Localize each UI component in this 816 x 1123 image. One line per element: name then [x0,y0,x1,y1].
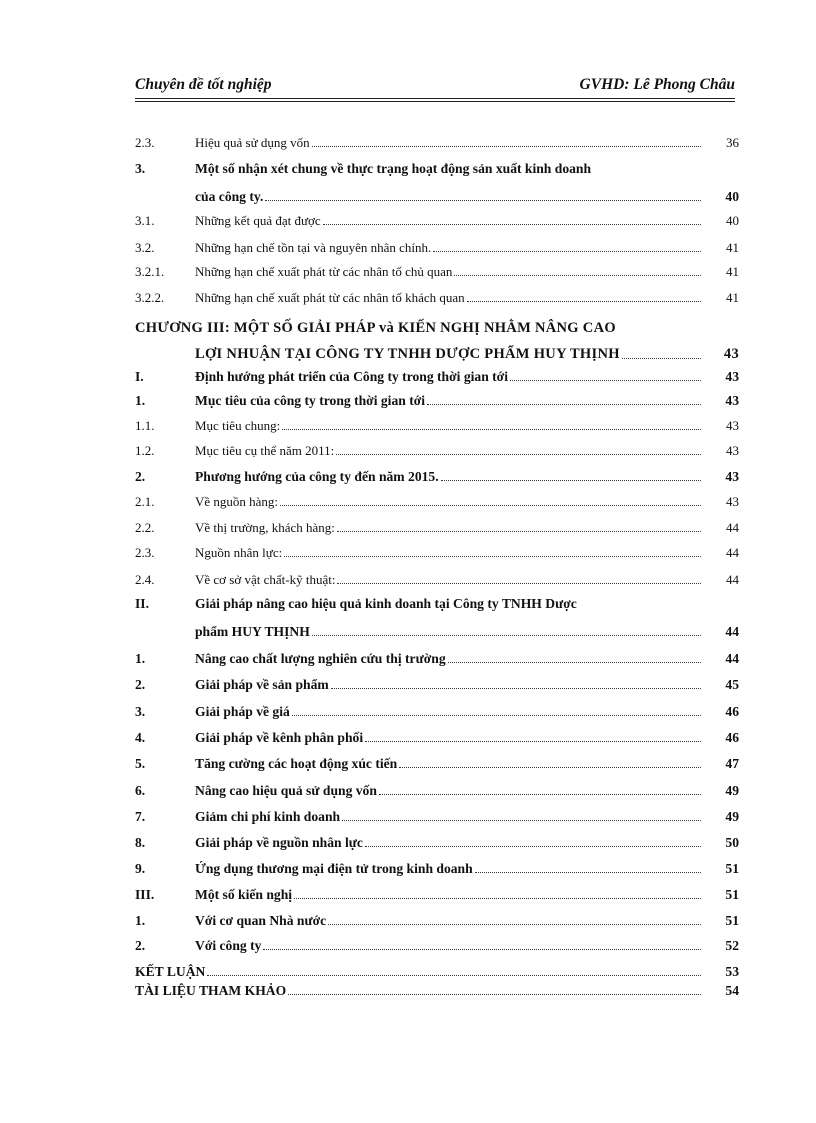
toc-entry-page: 44 [725,624,739,639]
toc-entry[interactable] [135,393,741,413]
toc-entry-title: Về cơ sở vật chất-kỹ thuật: [195,572,336,587]
toc-entry[interactable] [135,983,741,1003]
dot-leader [433,251,701,252]
toc-entry-title: Hiệu quả sử dụng vốn [195,135,310,150]
toc-entry-page: 53 [725,964,739,979]
toc-entry-page: 50 [725,835,739,850]
toc-entry-number: 2.2. [135,520,155,535]
dot-leader [622,358,701,359]
toc-entry-page: 43 [725,393,739,408]
toc-entry-title: KẾT LUẬN [135,964,206,979]
toc-entry-title: Định hướng phát triển của Công ty trong thời gian tới [195,369,508,384]
toc-entry-page: 44 [726,572,739,587]
toc-entry[interactable] [135,677,741,697]
dot-leader [312,635,701,636]
toc-entry[interactable] [135,369,741,389]
toc-entry-number: 9. [135,861,146,876]
toc-entry[interactable] [135,730,741,750]
toc-entry-number: 1. [135,913,146,928]
dot-leader [337,531,701,532]
toc-entry-number: 3.2.2. [135,290,165,305]
toc-entry-title: Những hạn chế tồn tại và nguyên nhân chính. [195,240,432,255]
toc-entry-page: 41 [726,290,739,305]
toc-entry[interactable] [135,161,741,181]
toc-entry-page: 54 [725,983,739,998]
toc-entry[interactable] [135,783,741,803]
toc-entry-page: 41 [726,264,739,279]
advisor-label: GVHD: Lê Phong Châu [579,76,735,93]
toc-entry-number: 3. [135,704,146,719]
toc-entry-number: 2.4. [135,572,155,587]
toc-entry-title: Một số nhận xét chung về thực trạng hoạt động sản xuất kinh doanh [195,161,592,176]
toc-entry-title: Giải pháp về sản phẩm [195,677,329,692]
dot-leader [510,380,701,381]
toc-entry-title: Những kết quả đạt được [195,213,321,228]
dot-leader [265,200,701,201]
toc-entry[interactable] [135,240,741,260]
table-of-contents [135,0,741,1123]
toc-entry-title: Một số kiến nghị [195,887,293,902]
toc-entry-number: 7. [135,809,146,824]
toc-entry-page: 47 [725,756,739,771]
toc-entry-number: 2. [135,469,146,484]
toc-entry-page: 52 [725,938,739,953]
toc-entry-title: Phương hướng của công ty đến năm 2015. [195,469,439,484]
toc-entry[interactable] [135,213,741,233]
toc-entry-number: III. [135,887,155,902]
dot-leader [331,688,701,689]
dot-leader [475,872,701,873]
dot-leader [284,556,701,557]
dot-leader [282,429,701,430]
toc-entry-title: Giảm chi phí kinh doanh [195,809,341,824]
toc-entry[interactable] [135,596,741,616]
toc-entry-title: Giải pháp nâng cao hiệu quả kinh doanh tại Công ty TNHH Dược [195,596,577,611]
toc-entry-title: Với công ty [195,938,262,953]
toc-entry-page: 51 [725,913,739,928]
toc-entry[interactable] [135,264,741,284]
toc-entry-number: 3.2. [135,240,155,255]
dot-leader [365,846,701,847]
toc-entry-page: 46 [725,704,739,719]
dot-leader [288,994,701,995]
toc-entry-number: 6. [135,783,146,798]
dot-leader [365,741,701,742]
toc-entry-page: 49 [725,783,739,798]
toc-entry[interactable] [135,913,741,933]
toc-entry-page: 43 [726,494,739,509]
toc-entry-page: 40 [726,213,739,228]
toc-entry-number: 1.1. [135,418,155,433]
toc-entry[interactable] [135,290,741,310]
toc-entry-page: 43 [725,469,739,484]
toc-entry-title: Về nguồn hàng: [195,494,279,509]
toc-chapter-title: CHƯƠNG III: MỘT SỐ GIẢI PHÁP và KIẾN NGHỊ NHẰM NÂNG CAO [135,320,616,336]
toc-entry-number: 2. [135,938,146,953]
toc-entry[interactable] [135,861,741,881]
toc-entry-page: 43 [723,346,739,362]
toc-entry-title: Mục tiêu chung: [195,418,281,433]
toc-entry-page: 51 [725,861,739,876]
toc-entry-number: 4. [135,730,146,745]
dot-leader [280,505,701,506]
dot-leader [427,404,701,405]
toc-entry-title: Nâng cao chất lượng nghiên cứu thị trường [195,651,446,666]
toc-entry-title-cont: của công ty. [195,189,264,204]
dot-leader [263,949,701,950]
toc-entry-number: 2.3. [135,135,155,150]
toc-entry-page: 49 [725,809,739,824]
toc-entry-number: 3. [135,161,146,176]
toc-entry[interactable] [135,704,741,724]
toc-entry-continuation[interactable] [135,624,741,644]
dot-leader [328,924,701,925]
toc-entry-title: TÀI LIỆU THAM KHẢO [135,983,287,998]
toc-entry-title: Giải pháp về nguồn nhân lực [195,835,363,850]
toc-entry-number: 1.2. [135,443,155,458]
toc-entry-title: Những hạn chế xuất phát từ các nhân tố chủ quan [195,264,453,279]
dot-leader [467,301,701,302]
toc-entry[interactable] [135,520,741,540]
toc-entry-title: Giải pháp về kênh phân phối [195,730,364,745]
toc-entry-page: 46 [725,730,739,745]
toc-entry-title: Nâng cao hiệu quả sử dụng vốn [195,783,377,798]
toc-entry-number: 8. [135,835,146,850]
toc-entry[interactable] [135,443,741,463]
toc-entry[interactable] [135,494,741,514]
toc-entry-page: 51 [725,887,739,902]
toc-entry-page: 44 [726,520,739,535]
toc-entry[interactable] [135,469,741,489]
toc-entry-title: Những hạn chế xuất phát từ các nhân tố khách quan [195,290,465,305]
toc-entry[interactable] [135,651,741,671]
toc-entry-page: 44 [725,651,739,666]
toc-entry-page: 41 [726,240,739,255]
toc-entry-title: Mục tiêu của công ty trong thời gian tới [195,393,426,408]
toc-entry-number: II. [135,596,149,611]
dot-leader [207,975,701,976]
dot-leader [342,820,701,821]
toc-entry-number: 3.2.1. [135,264,165,279]
dot-leader [323,224,701,225]
toc-entry-page: 40 [725,189,739,204]
toc-entry-number: 1. [135,651,146,666]
dot-leader [379,794,701,795]
toc-entry[interactable] [135,545,741,565]
toc-entry-page: 44 [726,545,739,560]
dot-leader [454,275,701,276]
toc-entry-title: Giải pháp về giá [195,704,290,719]
toc-entry-page: 43 [725,369,739,384]
toc-entry-page: 45 [725,677,739,692]
dot-leader [294,898,701,899]
toc-entry-number: 2.3. [135,545,155,560]
dot-leader [337,583,701,584]
dot-leader [441,480,701,481]
toc-entry-title: Ứng dụng thương mại điện tử trong kinh doanh [195,861,473,876]
toc-entry-title: Mục tiêu cụ thể năm 2011: [195,443,335,458]
toc-entry[interactable] [135,756,741,776]
toc-entry-continuation[interactable] [135,189,741,209]
toc-entry-number: 2.1. [135,494,155,509]
toc-entry[interactable] [135,809,741,829]
toc-entry-page: 43 [726,443,739,458]
dot-leader [292,715,701,716]
toc-entry[interactable] [135,572,741,592]
toc-entry[interactable] [135,938,741,958]
dot-leader [448,662,701,663]
dot-leader [336,454,701,455]
toc-entry-title: Về thị trường, khách hàng: [195,520,335,535]
toc-entry-title: Nguồn nhân lực: [195,545,283,560]
toc-entry-number: 2. [135,677,146,692]
toc-entry-number: I. [135,369,144,384]
document-type-label: Chuyên đề tốt nghiệp [135,76,272,93]
toc-entry[interactable] [135,887,741,907]
toc-entry-number: 5. [135,756,146,771]
toc-entry-title: Tăng cường các hoạt động xúc tiến [195,756,398,771]
toc-entry[interactable] [135,835,741,855]
toc-chapter-continuation[interactable] [135,346,741,366]
toc-chapter-heading[interactable] [135,320,741,340]
toc-entry[interactable] [135,418,741,438]
toc-chapter-title-cont: LỢI NHUẬN TẠI CÔNG TY TNHH DƯỢC PHẨM HUY THỊNH [195,346,620,362]
toc-entry-number: 3.1. [135,213,155,228]
toc-entry-page: 36 [726,135,739,150]
dot-leader [399,767,701,768]
toc-entry-page: 43 [726,418,739,433]
toc-entry[interactable] [135,964,741,984]
toc-entry-title-cont: phẩm HUY THỊNH [195,624,310,639]
toc-entry-number: 1. [135,393,146,408]
dot-leader [312,146,701,147]
toc-entry-title: Với cơ quan Nhà nước [195,913,327,928]
toc-entry[interactable] [135,135,741,155]
